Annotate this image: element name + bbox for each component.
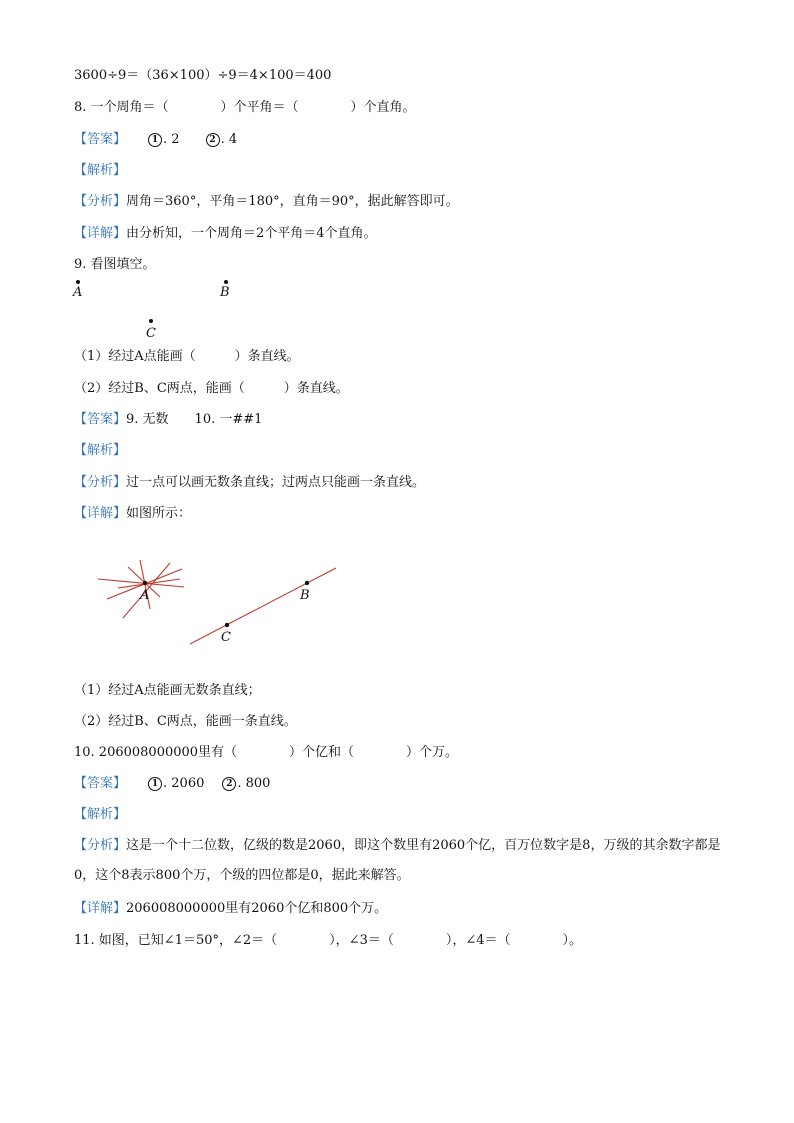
section-tag: 【分析】 bbox=[74, 194, 127, 209]
line-through-b-c bbox=[190, 568, 336, 644]
q9-sub2: （2）经过B、C两点，能画（ ）条直线。 bbox=[74, 381, 349, 396]
q9-sub1: （1）经过A点能画（ ）条直线。 bbox=[74, 349, 300, 364]
point-a-dot bbox=[76, 280, 80, 284]
circled-number: 1 bbox=[148, 777, 162, 791]
q8-question: 8. 一个周角＝（ ）个平角＝（ ）个直角。 bbox=[74, 100, 416, 115]
fig-point-c bbox=[225, 623, 229, 627]
q10-answer bbox=[74, 775, 270, 793]
answer-value: . 4 bbox=[220, 132, 238, 147]
point-b-label: B bbox=[220, 285, 230, 300]
circled-number: 2 bbox=[206, 133, 220, 147]
section-tag: 【分析】 bbox=[74, 838, 127, 853]
section-text: 这是一个十二位数，亿级的数是2060，即这个数里有2060个亿，百万位数字是8，万级的其余数字都是0，这个8表示800个万，个级的四位都是0，据此来解答。 bbox=[74, 838, 721, 883]
answer-value: . 800 bbox=[237, 776, 271, 791]
q10-question: 10. 206008000000里有（ ）个亿和（ ）个万。 bbox=[74, 745, 459, 760]
q9-result1: （1）经过A点能画无数条直线； bbox=[74, 683, 261, 698]
section-tag: 【详解】 bbox=[74, 506, 127, 521]
answer-value: 9. 无数 10. 一##1 bbox=[126, 412, 263, 427]
q9-fenxi bbox=[74, 474, 425, 492]
fig-label-c: C bbox=[221, 630, 231, 645]
circled-number: 1 bbox=[148, 133, 162, 147]
point-c-dot bbox=[149, 319, 153, 323]
q9-analysis-tag: 【解析】 bbox=[74, 443, 127, 458]
q11-question: 11. 如图，已知∠1＝50°，∠2＝（ ），∠3＝（ ），∠4＝（ ）。 bbox=[74, 933, 583, 948]
answer-tag: 【答案】 bbox=[74, 776, 127, 791]
q10-detail bbox=[74, 900, 387, 918]
q10-fenxi bbox=[74, 831, 724, 891]
fig-label-a: A bbox=[140, 588, 150, 603]
point-a-label: A bbox=[73, 285, 83, 300]
fig-point-a bbox=[143, 581, 147, 585]
point-c-label: C bbox=[146, 326, 156, 341]
section-tag: 【分析】 bbox=[74, 475, 127, 490]
section-tag: 【详解】 bbox=[74, 226, 127, 241]
q10-analysis-tag: 【解析】 bbox=[74, 807, 127, 822]
answer-tag: 【答案】 bbox=[74, 132, 127, 147]
section-text: 过一点可以画无数条直线；过两点只能画一条直线。 bbox=[126, 475, 426, 490]
q8-answer bbox=[74, 131, 237, 149]
q9-result2: （2）经过B、C两点，能画一条直线。 bbox=[74, 714, 297, 729]
lines-figure bbox=[90, 560, 350, 660]
section-text: 206008000000里有2060个亿和800个万。 bbox=[126, 901, 388, 916]
point-b-dot bbox=[224, 280, 228, 284]
section-text: 如图所示： bbox=[126, 506, 192, 521]
q9-detail bbox=[74, 505, 191, 523]
section-text: 由分析知，一个周角＝2个平角＝4个直角。 bbox=[126, 226, 377, 241]
answer-value: . 2060 bbox=[163, 776, 205, 791]
q8-detail bbox=[74, 225, 377, 243]
section-tag: 【详解】 bbox=[74, 901, 127, 916]
section-text: 周角＝360°，平角＝180°，直角＝90°，据此解答即可。 bbox=[126, 194, 459, 209]
answer-value: . 2 bbox=[163, 132, 180, 147]
circled-number: 2 bbox=[222, 777, 236, 791]
q9-question: 9. 看图填空。 bbox=[74, 257, 156, 272]
fig-label-b: B bbox=[300, 588, 310, 603]
q8-fenxi bbox=[74, 193, 459, 211]
q8-analysis-tag: 【解析】 bbox=[74, 163, 127, 178]
q9-answer bbox=[74, 411, 262, 429]
fig-point-b bbox=[305, 581, 309, 585]
calc-line: 3600÷9＝（36×100）÷9＝4×100＝400 bbox=[74, 68, 332, 83]
answer-tag: 【答案】 bbox=[74, 412, 127, 427]
